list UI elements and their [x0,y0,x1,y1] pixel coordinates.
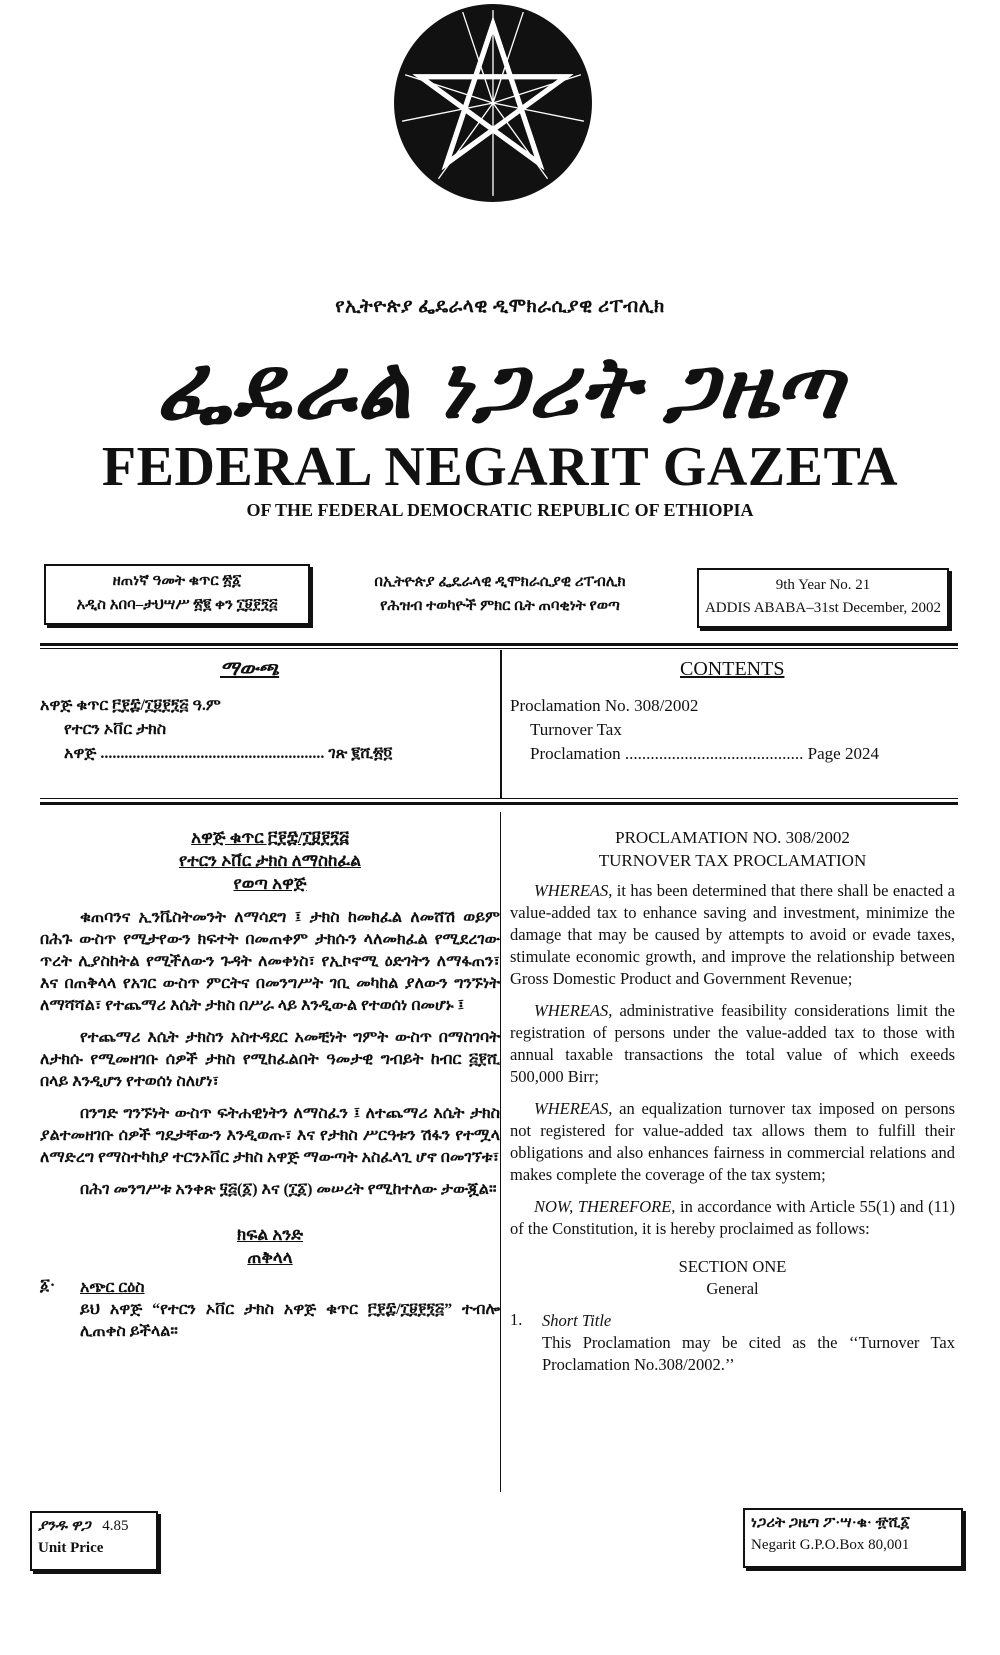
po-box-amharic: ነጋሪት ጋዜጣ ፖ·ሣ·ቁ· ፹ሺ፩ [751,1515,910,1531]
english-article-number: 1. [510,1310,523,1329]
english-para-4-lead: NOW, THEREFORE, [534,1197,676,1216]
issue-info-amharic [44,564,310,625]
issue-year-amharic: ዘጠነኛ ዓመት ቁጥር ፳፩ [112,573,242,589]
masthead-title: FEDERAL NEGARIT GAZETA [101,436,899,498]
contents-amharic-entry [40,694,495,766]
masthead-subhead-amharic: የኢትዮጵያ ፌዴራላዊ ዲሞክራሲያዊ ሪፐብሊክ [335,296,665,317]
contents-english-line1: Proclamation No. 308/2002 [510,696,699,715]
english-article-title: Short Title [542,1311,612,1330]
masthead-title-amharic: ፌዴራል ነጋሪት ጋዜጣ [156,340,844,436]
po-box-english: Negarit G.P.O.Box 80,001 [751,1537,910,1553]
masthead-subtitle: OF THE FEDERAL DEMOCRATIC REPUBLIC OF ETHIOPIA [246,500,754,520]
contents-title: CONTENTS [680,658,785,680]
english-para-2-text: administrative feasibility considerations limit the registration of persons under the value-added tax to those with annual taxable transactions the total value of which exeeds 500,000 Birr; [510,1001,955,1086]
english-para-1 [510,880,955,990]
contents-bottom-rule-thin [40,798,958,799]
amharic-article-text: ይህ አዋጅ “የተርን ኦቨር ታክስ አዋጅ ቁጥር ፫፻፰/፲፱፻፺፭” ተብሎ ሊጠቀስ ይችላል። [80,1301,500,1340]
contents-english-entry [510,694,955,766]
amharic-section-title: ክፍል አንድ [236,1225,304,1244]
contents-top-rule [40,643,958,646]
english-para-4-text: in accordance with Article 55(1) and (11) of the Constitution, it is hereby proclaimed as follows: [510,1197,955,1238]
amharic-section-subtitle: ጠቅላላ [247,1248,293,1267]
contents-amharic-line3: አዋጅ ........................................................ ገጽ ፪ሺ፳፬ [64,745,393,762]
english-para-2 [510,1000,955,1088]
contents-divider [500,650,502,798]
english-para-4 [510,1196,955,1240]
amharic-heading-2: የተርን ኦቨር ታክስ ለማስከፈል [179,851,361,870]
unit-price-value: 4.85 [102,1518,129,1534]
english-heading-1: PROCLAMATION NO. 308/2002 [615,828,850,847]
contents-english-line3: Proclamation .......................................... Page 2024 [530,744,879,763]
amharic-para-4: በሕገ መንግሥቱ አንቀጽ ፶፭(፩) እና (፲፩) መሠረት የሚከተለው ታውጇል። [80,1181,497,1198]
amharic-column [40,826,500,1343]
amharic-article-1 [40,1277,500,1343]
national-emblem-icon [392,2,594,204]
contents-top-rule-thin [40,648,958,649]
po-box [743,1508,963,1568]
amharic-para-3: በንግድ ግንኙነት ውስጥ ፍትሐዊነትን ለማስፈን ፤ ለተጨማሪ እሴት ታክስ ያልተመዘገቡ ሰዎች ግዴታቸውን እንዲወጡ፣ እና የታክስ ሥርዓቱን ሽፋን የተሟላ ለማድረግ የማስተካከያ ተርንኦቨር ታክስ አዋጅ ማውጣት አስፈላጊ ሆኖ በመገኘቱ፣ [40,1105,500,1166]
unit-price-box [30,1511,158,1571]
amharic-para-2: የተጨማሪ እሴት ታክስን አስተዳደር አመቺነት ግምት ውስጥ በማስገባት ለታክሱ የሚመዘገቡ ሰዎች ታክስ የሚከፈልበት ዓመታዊ ግብይት ከብር ፭፻ሺ በላይ እንዲሆን የተወሰነ ስለሆነ፣ [40,1029,500,1090]
unit-price-amharic: ያንዱ ዋጋ [38,1518,91,1534]
english-article-1 [510,1310,955,1376]
english-section-title: SECTION ONE [678,1257,787,1276]
issue-year: 9th Year No. 21 [775,577,871,593]
body-column-divider [500,812,501,1492]
amharic-article-title: አጭር ርዕስ [80,1279,145,1296]
contents-bottom-rule [40,802,958,805]
english-heading-2: TURNOVER TAX PROCLAMATION [598,851,867,870]
english-para-2-lead: WHEREAS, [534,1001,613,1020]
english-para-3-text: an equalization turnover tax imposed on persons not registered for value-added tax allows them to fulfill their obligations and also enhances fairness in commercial relations and makes complete the coverage of the tax system; [510,1099,955,1184]
contents-amharic-line2: የተርን ኦቨር ታክስ [64,721,167,738]
issue-date-amharic: አዲስ አበባ–ታህሣሥ ፳፪ ቀን ፲፱፻፺፭ [76,597,278,613]
english-column [510,826,955,1376]
issuing-authority-line2: የሕዝብ ተወካዮች ምክር ቤት ጠባቂነት የወጣ [380,598,620,614]
issuing-authority-line1: በኢትዮጵያ ፌዴራላዊ ዲሞክራሲያዊ ሪፐብሊክ [374,574,626,590]
english-para-3-lead: WHEREAS, [534,1099,613,1118]
issue-info-english [697,568,949,628]
amharic-article-number: ፩· [40,1277,56,1294]
amharic-heading-3: የወጣ አዋጅ [233,874,307,893]
english-section-subtitle: General [706,1279,759,1298]
contents-english-line2: Turnover Tax [530,720,622,739]
english-article-text: This Proclamation may be cited as the ‘‘Turnover Tax Proclamation No.308/2002.’’ [542,1333,955,1374]
contents-title-amharic: ማውጫ [220,658,280,680]
issue-date: ADDIS ABABA–31st December, 2002 [704,600,942,616]
amharic-para-1: ቁጠባንና ኢንቬስትመንት ለማሳደግ ፤ ታክስ ከመክፈል ለመሸሽ ወይም በሕጉ ውስጥ የሚታየውን ክፍተት በመጠቀም ታክሱን ላለመክፈል የሚደረገው ጥረት ሊያስከትል የሚችለውን ጉዳት ለመቀነስ፣ የኢኮኖሚ ዕድገትን ለማፋጠን፣ እና በጠቅላላ የአገር ውስጥ ምርትና በመንግሥት ገቢ መካከል ያለውን ግንኙነት ለማሻሻል፣ የተጨማሪ እሴት ታክስ በሥራ ላይ እንዲውል የተወሰነ በመሆኑ ፤ [40,909,500,1014]
contents-amharic-line1: አዋጅ ቁጥር ፫፻፰/፲፱፻፺፭ ዓ.ም [40,697,221,714]
english-para-1-lead: WHEREAS, [534,881,613,900]
unit-price-label: Unit Price [38,1540,104,1556]
issuing-authority [330,570,670,618]
english-para-1-text: it has been determined that there shall be enacted a value-added tax to enhance saving and investment, minimize the damage that may be caused by attempts to avoid or evade taxes, stimulate economic growth, and improve the relationship between Gross Domestic Product and Government Revenue; [510,881,955,988]
english-para-3 [510,1098,955,1186]
amharic-heading-1: አዋጅ ቁጥር ፫፻፰/፲፱፻፺፭ [191,828,349,847]
